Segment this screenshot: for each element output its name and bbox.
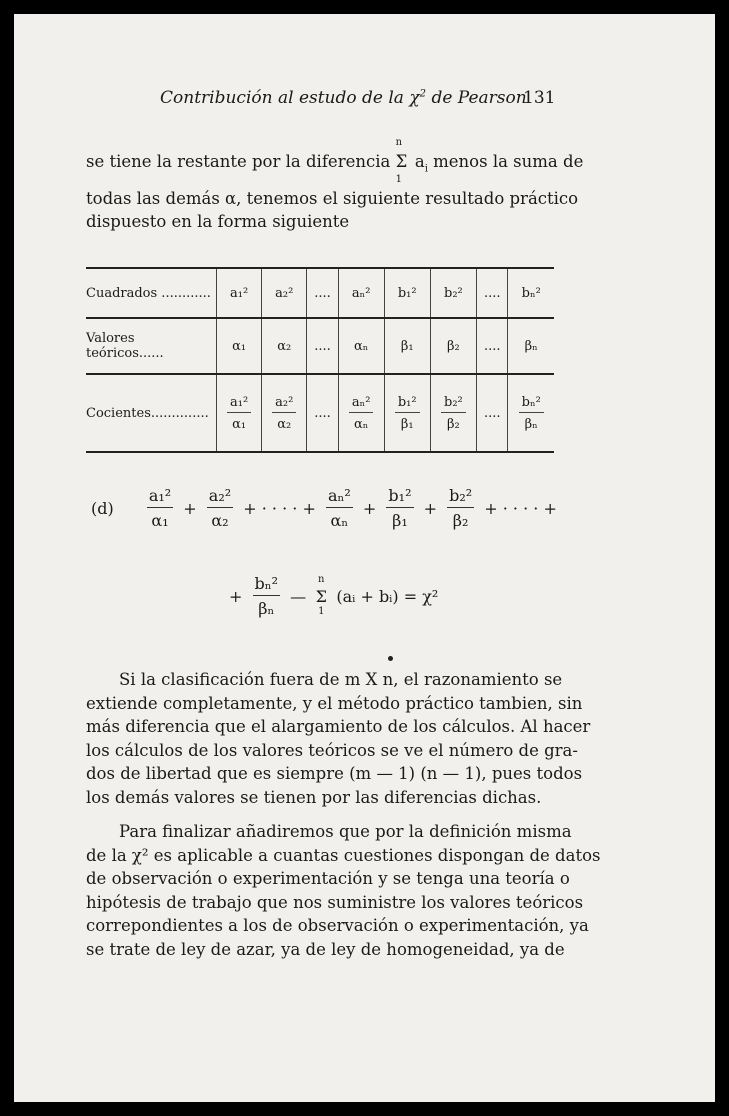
table-cell: .... <box>476 268 507 318</box>
paragraph-line: hipótesis de trabajo que nos suministre los valores teóricos <box>86 892 584 912</box>
ellipsis: + · · · · + <box>243 498 316 518</box>
sum-body: (aᵢ + bᵢ) = χ² <box>336 586 439 606</box>
fraction-denominator: βₙ <box>524 416 538 432</box>
fraction-numerator: bₙ² <box>253 574 281 596</box>
fraction-numerator: a₂² <box>272 395 296 413</box>
paragraph-line: extiende completamente, y el método práctico tambien, sin <box>86 693 583 713</box>
equation-label: (d) <box>91 498 114 518</box>
row-label: Valores teóricos...... <box>86 318 217 374</box>
eq-fraction <box>253 574 281 618</box>
paragraph-line: se trate de ley de azar, ya de ley de homogeneidad, ya de <box>86 939 565 959</box>
table-cell: β₂ <box>430 318 476 374</box>
eq-fraction <box>147 486 173 530</box>
equation-line-2 <box>226 574 441 618</box>
sum-lower-limit: 1 <box>318 605 325 617</box>
fraction-denominator: β₂ <box>452 511 469 530</box>
intro-line-1 <box>86 137 584 185</box>
table-cell: αₙ <box>338 318 384 374</box>
fraction-numerator: aₙ² <box>326 486 353 508</box>
page-number: 131 <box>523 88 556 108</box>
header-chi-exponent: 2 <box>419 88 427 100</box>
table-cell <box>338 374 384 452</box>
table-cell: .... <box>476 318 507 374</box>
table-cell: .... <box>307 374 338 452</box>
table-cell <box>508 374 554 452</box>
sum-lower-limit: 1 <box>395 173 402 185</box>
table-cell: β₁ <box>384 318 430 374</box>
sum-upper-limit: n <box>395 137 403 148</box>
paragraph-1 <box>86 668 591 809</box>
table-cell <box>217 374 262 452</box>
eq-fraction <box>326 486 353 530</box>
fraction-denominator: βₙ <box>258 599 275 618</box>
table-cell: βₙ <box>508 318 554 374</box>
fraction-denominator: β₁ <box>400 416 414 432</box>
intro-line-1-a: se tiene la restante por la diferencia <box>86 152 391 171</box>
intro-line-1-b: menos la suma de <box>433 152 584 171</box>
ink-dot <box>388 656 393 661</box>
table-cell: a₂² <box>262 268 307 318</box>
fraction-denominator: α₁ <box>151 511 169 530</box>
eq-fraction <box>386 486 413 530</box>
fraction-denominator: β₂ <box>447 416 460 432</box>
sum-notation <box>314 573 328 617</box>
table-cell: aₙ² <box>338 268 384 318</box>
header-title-tail: de Pearson <box>431 88 527 108</box>
paragraph-2 <box>86 820 601 961</box>
table-cell: α₂ <box>262 318 307 374</box>
fraction <box>227 395 251 432</box>
paragraph-line: correpondientes a los de observación o experimentación, ya <box>86 916 589 935</box>
paragraph-line: de observación o experimentación y se tenga una teoría o <box>86 869 570 888</box>
fraction-denominator: α₂ <box>277 416 292 432</box>
table-cell <box>262 374 307 452</box>
row-label: Cuadrados ............ <box>86 268 217 318</box>
fraction <box>395 395 420 432</box>
sum-upper-limit: n <box>318 573 325 585</box>
row-label: Cocientes.............. <box>86 405 209 421</box>
equation-line-1 <box>88 486 560 530</box>
fraction <box>349 395 374 432</box>
paragraph-line: de la χ² es aplicable a cuantas cuestiones dispongan de datos <box>86 845 601 865</box>
plus-sign: + <box>183 498 197 518</box>
plus-sign: + <box>362 498 377 518</box>
fraction-numerator: a₂² <box>207 486 233 508</box>
table-row-cuadrados <box>86 268 554 318</box>
fraction-denominator: αₙ <box>353 416 369 432</box>
sum-term-index: i <box>424 163 428 175</box>
intro-line-2: todas las demás α, tenemos el siguiente resultado práctico <box>86 188 579 208</box>
table-cell <box>384 374 430 452</box>
header-title-text: Contribución al estudo de la <box>160 88 404 108</box>
fraction <box>519 395 544 432</box>
fraction-numerator: b₂² <box>447 486 474 508</box>
sum-sign: Σ <box>315 586 327 606</box>
fraction-numerator: a₁² <box>227 395 251 413</box>
intro-paragraph <box>86 137 584 234</box>
table-row-valores <box>86 318 554 374</box>
table-cell: .... <box>476 374 507 452</box>
fraction-numerator: b₂² <box>441 395 466 413</box>
table-cell: a₁² <box>217 268 262 318</box>
fraction-denominator: α₁ <box>232 416 247 432</box>
paragraph-line: los cálculos de los valores teóricos se ve el número de gra- <box>86 740 578 760</box>
fraction-denominator: αₙ <box>330 511 349 530</box>
intro-line-3: dispuesto en la forma siguiente <box>86 212 350 232</box>
fraction-numerator: bₙ² <box>519 395 544 413</box>
ellipsis: + · · · · + <box>484 498 557 518</box>
table-cell: b₁² <box>384 268 430 318</box>
running-header-title <box>160 88 527 108</box>
table-cell: b₂² <box>430 268 476 318</box>
fraction-denominator: α₂ <box>211 511 229 530</box>
fraction-numerator: a₁² <box>147 486 173 508</box>
paragraph-line: más diferencia que el alargamiento de los cálculos. Al hacer <box>86 717 591 736</box>
table-cell: .... <box>307 268 338 318</box>
table-cell: bₙ² <box>508 268 554 318</box>
eq-fraction <box>207 486 233 530</box>
sum-notation <box>395 137 410 185</box>
minus-sign: — <box>290 586 307 606</box>
table-row-cocientes <box>86 374 554 452</box>
paragraph-line: Para finalizar añadiremos que por la definición misma <box>119 822 572 841</box>
fraction-numerator: b₁² <box>395 395 420 413</box>
paragraph-line: dos de libertad que es siempre (m — 1) (n — 1), pues todos <box>86 764 583 783</box>
fraction-numerator: aₙ² <box>349 395 374 413</box>
header-chi-symbol: χ <box>409 88 420 108</box>
sum-sign: Σ <box>395 152 408 171</box>
eq-fraction <box>447 486 474 530</box>
plus-sign: + <box>423 498 437 518</box>
fraction <box>441 395 466 432</box>
fraction-denominator: β₁ <box>392 511 408 530</box>
sum-term: a <box>414 152 425 171</box>
paragraph-line: los demás valores se tienen por las diferencias dichas. <box>86 787 542 807</box>
table-cell: α₁ <box>217 318 262 374</box>
fraction <box>272 395 296 432</box>
fraction-numerator: b₁² <box>386 486 413 508</box>
data-table <box>86 267 554 453</box>
table-cell <box>430 374 476 452</box>
plus-sign: + <box>229 586 243 606</box>
table-cell: .... <box>307 318 338 374</box>
paragraph-line: Si la clasificación fuera de m X n, el razonamiento se <box>119 670 563 689</box>
